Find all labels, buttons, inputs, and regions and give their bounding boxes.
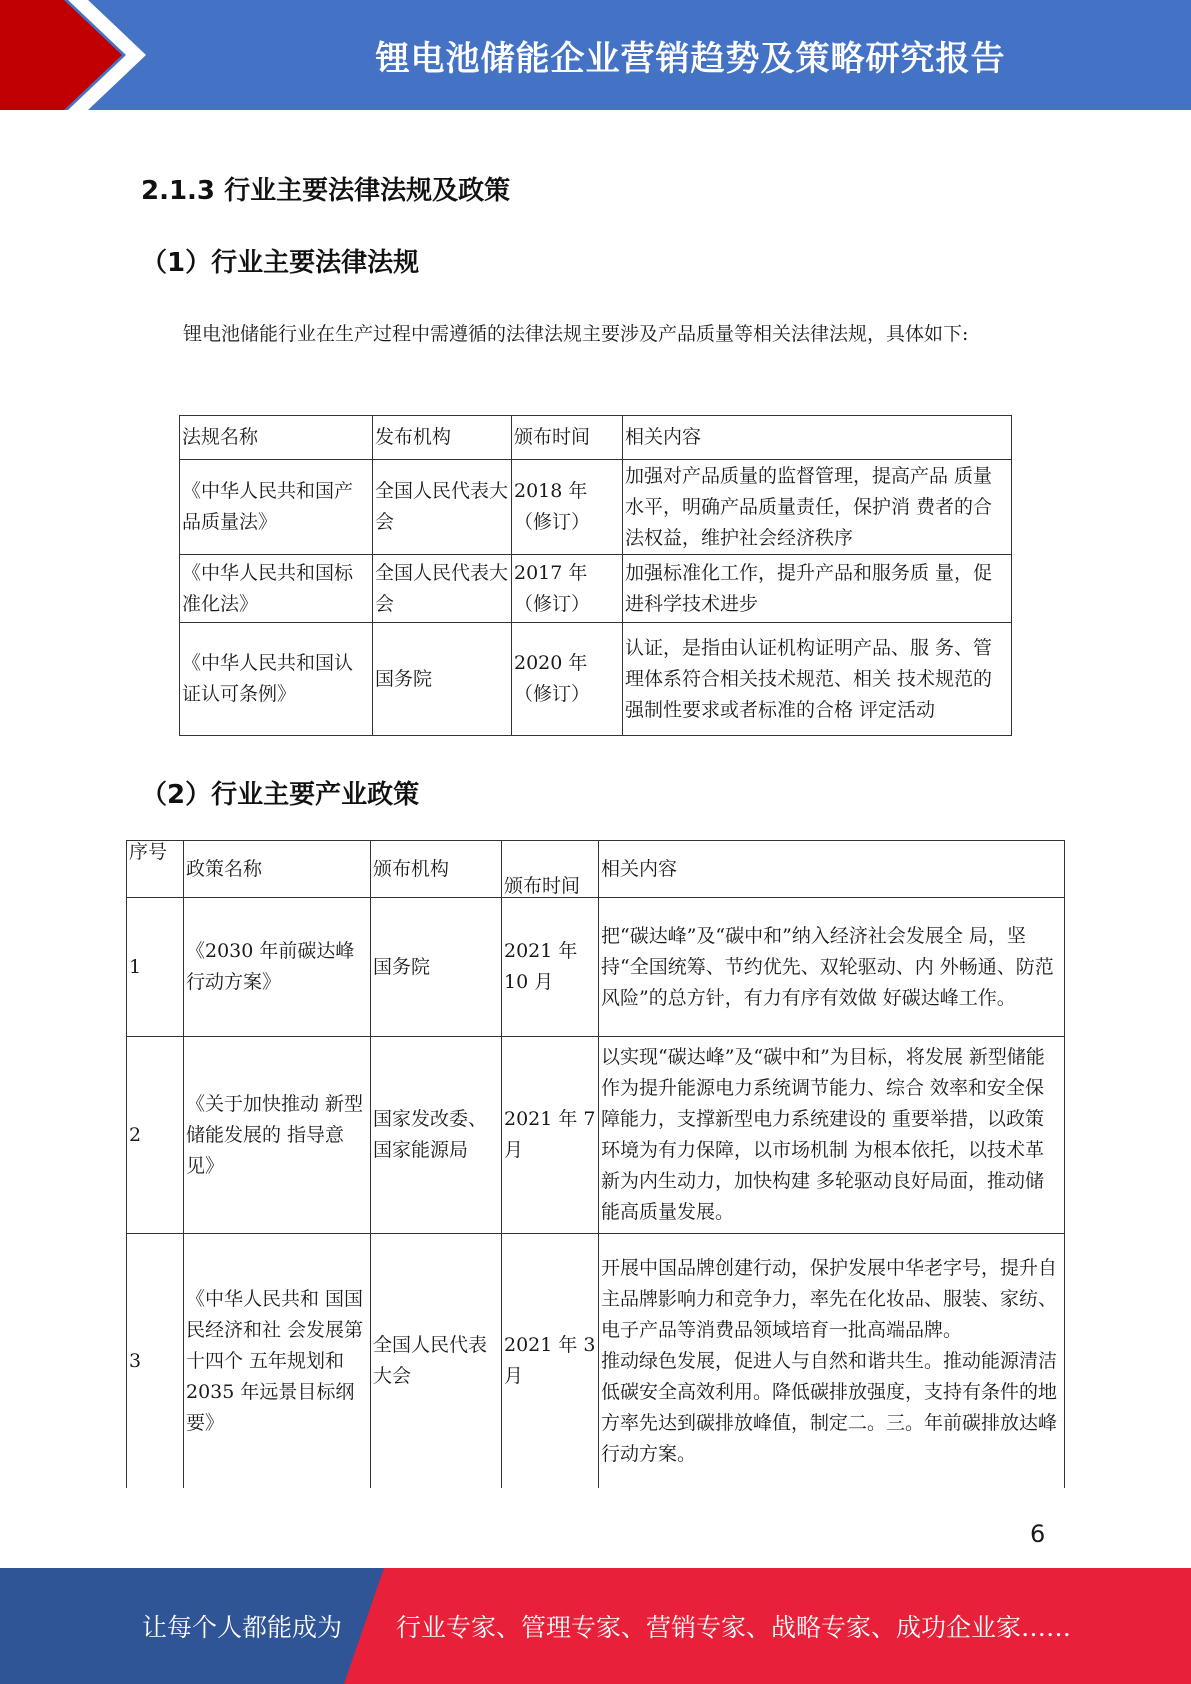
column-header: 颁布时间 bbox=[512, 416, 623, 460]
footer-slogan-left: 让每个人都能成为 bbox=[142, 1613, 343, 1642]
column-header: 序号 bbox=[127, 841, 184, 898]
report-header bbox=[0, 0, 1191, 110]
table-row bbox=[127, 1234, 1065, 1489]
table-row bbox=[180, 460, 1012, 555]
column-header: 相关内容 bbox=[623, 416, 1012, 460]
footer-slogan-right: 行业专家、管理专家、营销专家、战略专家、成功企业家…… bbox=[396, 1613, 1072, 1642]
policy-content: 把“碳达峰”及“碳中和”纳入经济社会发展全 局，坚持“全国统筹、节约优先、双轮驱动、内 外畅通、防范风险”的总方针，有力有序有效做 好碳达峰工作。 bbox=[599, 898, 1065, 1037]
page-number: 6 bbox=[1030, 1520, 1046, 1548]
policy-content-paragraph: 推动绿色发展，促进人与自然和谐共生。推动能源清洁低碳安全高效利用。降低碳排放强度，支持有条件的地方率先达到碳排放峰值，制定二。三。年前碳排放达峰行动方案。 bbox=[601, 1349, 1058, 1465]
policy-name: 《关于加快推动 新型储能发展的 指导意见》 bbox=[184, 1037, 371, 1234]
law-name: 《中华人民共和国标准化法》 bbox=[180, 555, 373, 623]
policy-date: 2021 年 10 月 bbox=[502, 898, 599, 1037]
table-row bbox=[180, 555, 1012, 623]
policy-number: 2 bbox=[127, 1037, 184, 1234]
header-arrow-decoration bbox=[0, 0, 150, 110]
table-row bbox=[127, 1037, 1065, 1234]
policy-content: 以实现“碳达峰”及“碳中和”为目标，将发展 新型储能作为提升能源电力系统调节能力、综合 效率和安全保障能力，支撑新型电力系统建设的 重要举措，以政策环境为有力保障，以市场机制 为根本依托，以技术革新为内生动力，加快构建 多轮驱动良好局面，推动储能高质量发展。 bbox=[599, 1037, 1065, 1234]
law-content: 加强对产品质量的监督管理，提高产品 质量水平，明确产品质量责任，保护消 费者的合法权益，维护社会经济秩序 bbox=[623, 460, 1012, 555]
table-row bbox=[180, 623, 1012, 736]
policy-content bbox=[599, 1234, 1065, 1489]
column-header: 颁布机构 bbox=[371, 841, 502, 898]
policy-date: 2021 年 3 月 bbox=[502, 1234, 599, 1489]
table-row bbox=[127, 898, 1065, 1037]
column-header: 政策名称 bbox=[184, 841, 371, 898]
law-name: 《中华人民共和国产品质量法》 bbox=[180, 460, 373, 555]
law-agency: 全国人民代表大会 bbox=[373, 555, 512, 623]
policy-name: 《2030 年前碳达峰行动方案》 bbox=[184, 898, 371, 1037]
law-content: 加强标准化工作，提升产品和服务质 量，促进科学技术进步 bbox=[623, 555, 1012, 623]
policy-agency: 全国人民代表大会 bbox=[371, 1234, 502, 1489]
law-content: 认证，是指由认证机构证明产品、服 务、管理体系符合相关技术规范、相关 技术规范的强制性要求或者标准的合格 评定活动 bbox=[623, 623, 1012, 736]
table-header-row bbox=[180, 416, 1012, 460]
law-agency: 全国人民代表大会 bbox=[373, 460, 512, 555]
policy-name: 《中华人民共和 国国民经济和社 会发展第十四个 五年规划和 2035 年远景目标纲 要》 bbox=[184, 1234, 371, 1489]
report-footer bbox=[0, 1568, 1191, 1684]
laws-heading: （1）行业主要法律法规 bbox=[141, 248, 420, 278]
law-name: 《中华人民共和国认证认可条例》 bbox=[180, 623, 373, 736]
column-header: 发布机构 bbox=[373, 416, 512, 460]
policy-number: 3 bbox=[127, 1234, 184, 1489]
policy-agency: 国务院 bbox=[371, 898, 502, 1037]
law-date: 2018 年（修订） bbox=[512, 460, 623, 555]
section-title: 2.1.3 行业主要法律法规及政策 bbox=[141, 176, 511, 206]
policy-agency: 国家发改委、国家能源局 bbox=[371, 1037, 502, 1234]
law-date: 2020 年（修订） bbox=[512, 623, 623, 736]
column-header: 相关内容 bbox=[599, 841, 1065, 898]
laws-table bbox=[179, 415, 1012, 736]
policy-content-paragraph: 开展中国品牌创建行动，保护发展中华老字号，提升自主品牌影响力和竞争力，率先在化妆品、服装、家纺、电子产品等消费品领域培育一批高端品牌。 bbox=[601, 1256, 1058, 1341]
policy-date: 2021 年 7 月 bbox=[502, 1037, 599, 1234]
column-header: 法规名称 bbox=[180, 416, 373, 460]
policies-table bbox=[126, 840, 1065, 1488]
report-title: 锂电池储能企业营销趋势及策略研究报告 bbox=[375, 38, 1006, 79]
policy-number: 1 bbox=[127, 898, 184, 1037]
table-header-row bbox=[127, 841, 1065, 898]
column-header: 颁布时间 bbox=[502, 841, 599, 898]
policies-heading: （2）行业主要产业政策 bbox=[141, 780, 420, 810]
laws-intro: 锂电池储能行业在生产过程中需遵循的法律法规主要涉及产品质量等相关法律法规，具体如下: bbox=[183, 323, 969, 345]
law-agency: 国务院 bbox=[373, 623, 512, 736]
law-date: 2017 年（修订） bbox=[512, 555, 623, 623]
